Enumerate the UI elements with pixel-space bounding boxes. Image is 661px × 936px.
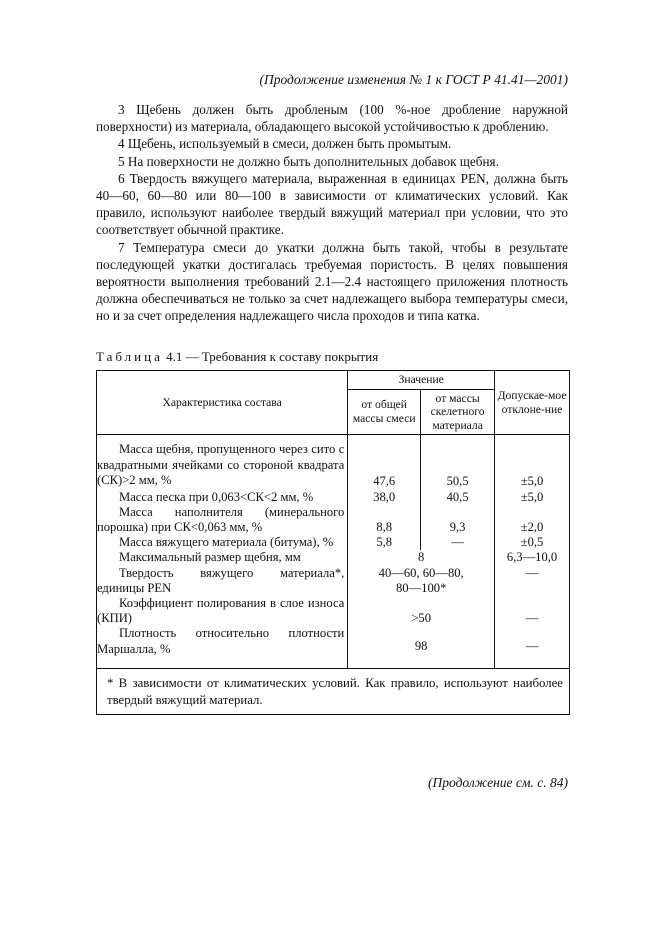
table-row bbox=[97, 566, 570, 596]
row-total: 47,6 bbox=[348, 435, 421, 490]
row-total: 38,0 bbox=[348, 490, 421, 505]
row-value: 98 bbox=[348, 626, 495, 668]
table-row bbox=[97, 535, 570, 550]
row-value: 40—60, 60—80, 80—100* bbox=[348, 566, 495, 596]
row-total: 5,8 bbox=[348, 535, 421, 550]
row-tolerance: ±5,0 bbox=[495, 435, 570, 490]
requirements-table bbox=[96, 370, 570, 715]
row-tolerance: ±5,0 bbox=[495, 490, 570, 505]
table-row bbox=[97, 490, 570, 505]
table-caption-text: 4.1 — Требования к составу покрытия bbox=[166, 349, 379, 364]
header-value: Значение bbox=[348, 371, 495, 390]
table-row bbox=[97, 435, 570, 490]
table-row bbox=[97, 596, 570, 626]
row-name: Максимальный размер щебня, мм bbox=[119, 550, 301, 565]
row-total: 8,8 bbox=[348, 505, 421, 535]
paragraph-3: 3 Щебень должен быть дробленым (100 %-ное дробление наружной поверхности) из материала, обладающего высокой устойчивостью к дроблению. bbox=[96, 102, 568, 135]
row-tolerance: — bbox=[495, 566, 570, 596]
table-caption-word: Таблица bbox=[96, 349, 163, 364]
table-row bbox=[97, 505, 570, 535]
paragraph-5: 5 На поверхности не должно быть дополнительных добавок щебня. bbox=[118, 153, 499, 169]
header-characteristic: Характеристика состава bbox=[97, 371, 348, 435]
row-name: Масса щебня, пропущенного через сито с квадратными ячейками со стороной квадрата (СК)>2 мм, % bbox=[97, 442, 345, 487]
row-tolerance: — bbox=[495, 596, 570, 626]
page-footer: (Продолжение см. с. 84) bbox=[428, 775, 568, 790]
row-name: Масса наполнителя (минерального порошка) при СК<0,063 мм, % bbox=[97, 504, 345, 534]
header-of-total-mass: от общей массы смеси bbox=[348, 389, 421, 435]
paragraph-7: 7 Температура смеси до укатки должна быть такой, чтобы в результате последующей укатки достигалась требуемая пористость. В целях повышения вероятности выполнения требований 2.1—2.4 настоящего приложения плотность должна обеспечиваться не только за счет надлежащего выбора температуры смеси, но и за счет определения надлежащего числа проходов и типа катка. bbox=[96, 239, 568, 324]
table-footnote: * В зависимости от климатических условий. Как правило, используют наиболее твердый вяжущий материал. bbox=[97, 668, 570, 714]
row-skeleton: 9,3 bbox=[421, 505, 495, 535]
row-tolerance: 6,3—10,0 bbox=[495, 550, 570, 565]
row-name: Плотность относительно плотности Маршалла, % bbox=[97, 626, 345, 656]
page-header: (Продолжение изменения № 1 к ГОСТ Р 41.41—2001) bbox=[259, 72, 568, 87]
row-value: >50 bbox=[348, 596, 495, 626]
row-tolerance: ±2,0 bbox=[495, 505, 570, 535]
row-name: Твердость вяжущего материала*, единицы PEN bbox=[97, 565, 345, 595]
table-caption bbox=[96, 349, 378, 365]
row-name: Масса песка при 0,063<СК<2 мм, % bbox=[119, 489, 314, 504]
paragraph-6: 6 Твердость вяжущего материала, выраженная в единицах PEN, должна быть 40—60, 60—80 или 80—100 в зависимости от климатических условий. Как правило, используют наиболее твердый вяжущий материал при условии, что это соответствует обычной практике. bbox=[96, 170, 568, 238]
header-of-skeleton-mass: от массы скелетного материала bbox=[421, 389, 495, 435]
row-tolerance: ±0,5 bbox=[495, 535, 570, 550]
table-row bbox=[97, 626, 570, 668]
paragraph-4: 4 Щебень, используемый в смеси, должен быть промытым. bbox=[118, 136, 452, 152]
header-tolerance: Допускае-мое отклоне-ние bbox=[495, 371, 570, 435]
row-name: Масса вяжущего материала (битума), % bbox=[119, 535, 334, 550]
body-text bbox=[96, 101, 568, 325]
row-skeleton: — bbox=[421, 535, 495, 550]
row-value: 8 bbox=[348, 550, 495, 565]
row-skeleton: 40,5 bbox=[421, 490, 495, 505]
row-tolerance: — bbox=[495, 626, 570, 668]
row-skeleton: 50,5 bbox=[421, 435, 495, 490]
table-row bbox=[97, 550, 570, 565]
row-name: Коэффициент полирования в слое износа (КПИ) bbox=[97, 595, 345, 626]
